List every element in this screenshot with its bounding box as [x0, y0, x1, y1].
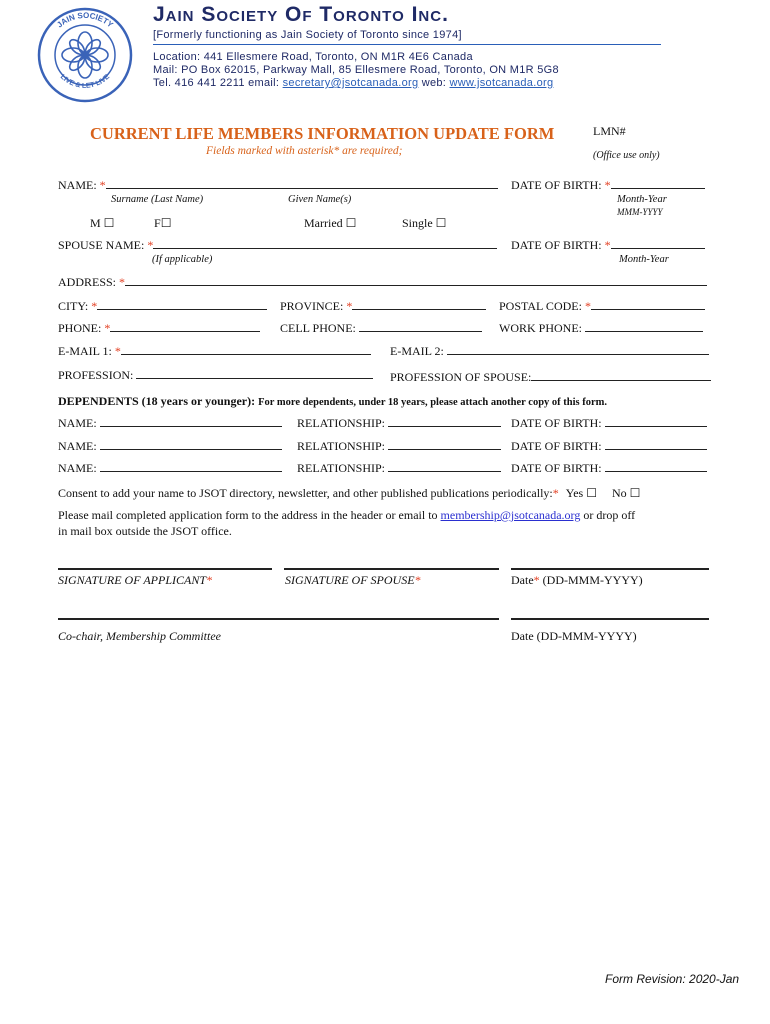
profession-spouse-row [390, 370, 711, 385]
consent-yes[interactable] [566, 486, 597, 500]
spouse-dob-row [511, 238, 705, 253]
dependent-1-dob-field[interactable] [605, 416, 707, 427]
gender-male[interactable] [90, 216, 114, 231]
dep-rel-label: RELATIONSHIP: [297, 416, 389, 430]
address-row [58, 275, 707, 290]
address-field[interactable] [125, 275, 707, 286]
header-email-link[interactable]: secretary@jsotcanada.org [282, 77, 419, 89]
dependent-1-dob [511, 416, 707, 431]
required-asterisk: * [206, 573, 213, 587]
gender-female[interactable] [154, 216, 171, 231]
spouse-row [58, 238, 497, 253]
dob-row [511, 178, 705, 193]
no-checkbox[interactable]: ☐ [629, 486, 641, 500]
dependent-3-rel [297, 461, 501, 476]
email2-row [390, 344, 709, 359]
logo-text-top: JAIN SOCIETY [55, 10, 115, 30]
consent-row [58, 486, 640, 501]
tel-text: Tel. 416 441 2211 email: [153, 77, 283, 89]
phone-label: PHONE: [58, 321, 105, 335]
profession-spouse-label: PROFESSION OF SPOUSE: [390, 370, 532, 384]
dep-dob-label: DATE OF BIRTH: [511, 461, 605, 475]
dep-name-label: NAME: [58, 439, 100, 453]
married-label: Married [304, 216, 343, 230]
required-asterisk: * [104, 321, 111, 335]
date-format-text: (DD-MMM-YYYY) [539, 573, 643, 587]
cochair-date-label: Date (DD-MMM-YYYY) [511, 629, 637, 643]
header-web-link[interactable]: www.jsotcanada.org [449, 77, 554, 89]
address-label: ADDRESS: [58, 275, 120, 289]
sig-applicant-text: SIGNATURE OF APPLICANT [58, 573, 207, 587]
surname-hint: Surname (Last Name) [111, 194, 204, 205]
required-asterisk: * [604, 238, 611, 252]
mail-text-1: Please mail completed application form to the address in the header or email to [58, 508, 441, 522]
yes-label: Yes [565, 486, 584, 500]
cochair-label: Co-chair, Membership Committee [58, 629, 221, 643]
email1-label: E-MAIL 1: [58, 344, 115, 358]
dob-label: DATE OF BIRTH: [511, 178, 605, 192]
city-row [58, 299, 267, 314]
dependent-1-name [58, 416, 282, 431]
required-asterisk: * [414, 573, 421, 587]
dependent-1-rel [297, 416, 501, 431]
sig-spouse-label [285, 573, 421, 588]
dep-rel-label: RELATIONSHIP: [297, 439, 389, 453]
status-single[interactable] [402, 216, 446, 231]
required-asterisk: * [533, 573, 540, 587]
name-label: NAME: [58, 178, 100, 192]
work-label: WORK PHONE: [499, 321, 585, 335]
dob-field[interactable] [611, 178, 705, 189]
dependent-1-relationship-field[interactable] [388, 416, 501, 427]
dependents-heading: DEPENDENTS (18 years or younger): [58, 394, 259, 408]
dependents-heading-row [58, 394, 607, 409]
applicant-signature-line[interactable] [58, 568, 272, 570]
lmn-label: LMN# [593, 124, 626, 138]
required-asterisk: * [147, 238, 154, 252]
required-asterisk: * [91, 299, 98, 313]
female-label: F [154, 216, 161, 230]
mail-text-2: or drop off [580, 508, 636, 522]
given-name-hint: Given Name(s) [288, 194, 352, 205]
profession-label: PROFESSION: [58, 368, 137, 382]
spouse-label: SPOUSE NAME: [58, 238, 148, 252]
province-row [280, 299, 486, 314]
email2-field[interactable] [447, 344, 709, 355]
dependent-2-name-field[interactable] [100, 439, 282, 450]
email1-field[interactable] [121, 344, 371, 355]
form-revision: Form Revision: 2020-Jan [605, 972, 740, 986]
phone-field[interactable] [110, 321, 260, 332]
required-asterisk: * [584, 299, 591, 313]
postal-row [499, 299, 705, 314]
org-name: Jain Society Of Toronto Inc. [153, 3, 449, 26]
sig-applicant-label [58, 573, 212, 588]
location-line: Location: 441 Ellesmere Road, Toronto, ON M1R 4E6 Canada [153, 51, 473, 63]
postal-label: POSTAL CODE: [499, 299, 585, 313]
dependent-2-relationship-field[interactable] [388, 439, 501, 450]
dependent-3-name-field[interactable] [100, 461, 282, 472]
sig-spouse-text: SIGNATURE OF SPOUSE [285, 573, 415, 587]
spouse-dob-field[interactable] [611, 238, 705, 249]
postal-code-field[interactable] [591, 299, 705, 310]
single-checkbox[interactable]: ☐ [435, 216, 447, 230]
if-applicable-hint: (If applicable) [152, 254, 213, 265]
dep-dob-label: DATE OF BIRTH: [511, 416, 605, 430]
dep-name-label: NAME: [58, 416, 100, 430]
work-row [499, 321, 703, 336]
status-married[interactable] [304, 216, 356, 231]
married-checkbox[interactable]: ☐ [345, 216, 357, 230]
cochair-signature-line[interactable] [58, 618, 499, 620]
dependent-3-dob [511, 461, 707, 476]
name-row [58, 178, 498, 193]
required-note: Fields marked with asterisk* are required; [206, 145, 403, 157]
required-asterisk: * [99, 178, 106, 192]
dependents-note: For more dependents, under 18 years, please attach another copy of this form. [258, 397, 608, 408]
mail-line: Mail: PO Box 62015, Parkway Mall, 85 Ellesmere Road, Toronto, ON M1R 5G8 [153, 64, 559, 76]
header-rule [153, 44, 661, 45]
female-checkbox[interactable]: ☐ [160, 216, 172, 230]
mail-instructions [58, 508, 635, 523]
male-label: M [90, 216, 101, 230]
sig-date-label [511, 573, 643, 588]
cell-row [280, 321, 482, 336]
city-label: CITY: [58, 299, 92, 313]
formerly-line: [Formerly functioning as Jain Society of Toronto since 1974] [153, 29, 462, 41]
office-use-note: (Office use only) [593, 150, 660, 161]
contact-line [153, 77, 553, 89]
required-asterisk: * [552, 486, 559, 500]
logo [36, 6, 134, 104]
yes-checkbox[interactable]: ☐ [586, 486, 597, 500]
province-field[interactable] [352, 299, 486, 310]
profession-field[interactable] [136, 368, 373, 379]
spouse-name-field[interactable] [153, 238, 497, 249]
jsot-logo-emblem [36, 6, 134, 104]
dependent-3-relationship-field[interactable] [388, 461, 501, 472]
mmm-yyyy-hint: MMM-YYYY [617, 207, 663, 217]
cell-phone-field[interactable] [359, 321, 482, 332]
form-title: CURRENT LIFE MEMBERS INFORMATION UPDATE FORM [90, 124, 555, 143]
email1-row [58, 344, 371, 359]
web-prefix: web: [418, 77, 450, 89]
dep-dob-label: DATE OF BIRTH: [511, 439, 605, 453]
required-asterisk: * [346, 299, 353, 313]
date-signature-line[interactable] [511, 568, 709, 570]
dependent-3-name [58, 461, 282, 476]
required-asterisk: * [114, 344, 121, 358]
date-text: Date [511, 573, 534, 587]
required-asterisk: * [119, 275, 126, 289]
dep-name-label: NAME: [58, 461, 100, 475]
spouse-signature-line[interactable] [284, 568, 499, 570]
svg-text:LIVE & LET LIVE [59, 73, 112, 90]
logo-text-bottom: LIVE & LET LIVE [58, 73, 112, 90]
dependent-2-dob-field[interactable] [605, 439, 707, 450]
dependent-3-dob-field[interactable] [605, 461, 707, 472]
membership-email-link[interactable]: membership@jsotcanada.org [440, 508, 581, 522]
male-checkbox[interactable]: ☐ [103, 216, 115, 230]
mail-instructions-line2: in mail box outside the JSOT office. [58, 524, 232, 538]
profession-row [58, 368, 373, 383]
dependent-2-dob [511, 439, 707, 454]
city-field[interactable] [97, 299, 267, 310]
dep-rel-label: RELATIONSHIP: [297, 461, 389, 475]
dependent-1-name-field[interactable] [100, 416, 282, 427]
work-phone-field[interactable] [585, 321, 703, 332]
month-year-hint: Month-Year [617, 194, 667, 205]
phone-row [58, 321, 260, 336]
spouse-dob-label: DATE OF BIRTH: [511, 238, 605, 252]
email2-label: E-MAIL 2: [390, 344, 447, 358]
no-label: No [611, 486, 627, 500]
name-field[interactable] [106, 178, 498, 189]
dependent-2-rel [297, 439, 501, 454]
spouse-month-year-hint: Month-Year [619, 254, 669, 265]
profession-spouse-field[interactable] [531, 370, 711, 381]
cochair-date-line[interactable] [511, 618, 709, 620]
required-asterisk: * [604, 178, 611, 192]
consent-no[interactable] [612, 486, 640, 500]
cell-label: CELL PHONE: [280, 321, 359, 335]
province-label: PROVINCE: [280, 299, 347, 313]
single-label: Single [402, 216, 433, 230]
dependent-2-name [58, 439, 282, 454]
consent-text: Consent to add your name to JSOT directory, newsletter, and other published publications periodically: [58, 486, 553, 500]
